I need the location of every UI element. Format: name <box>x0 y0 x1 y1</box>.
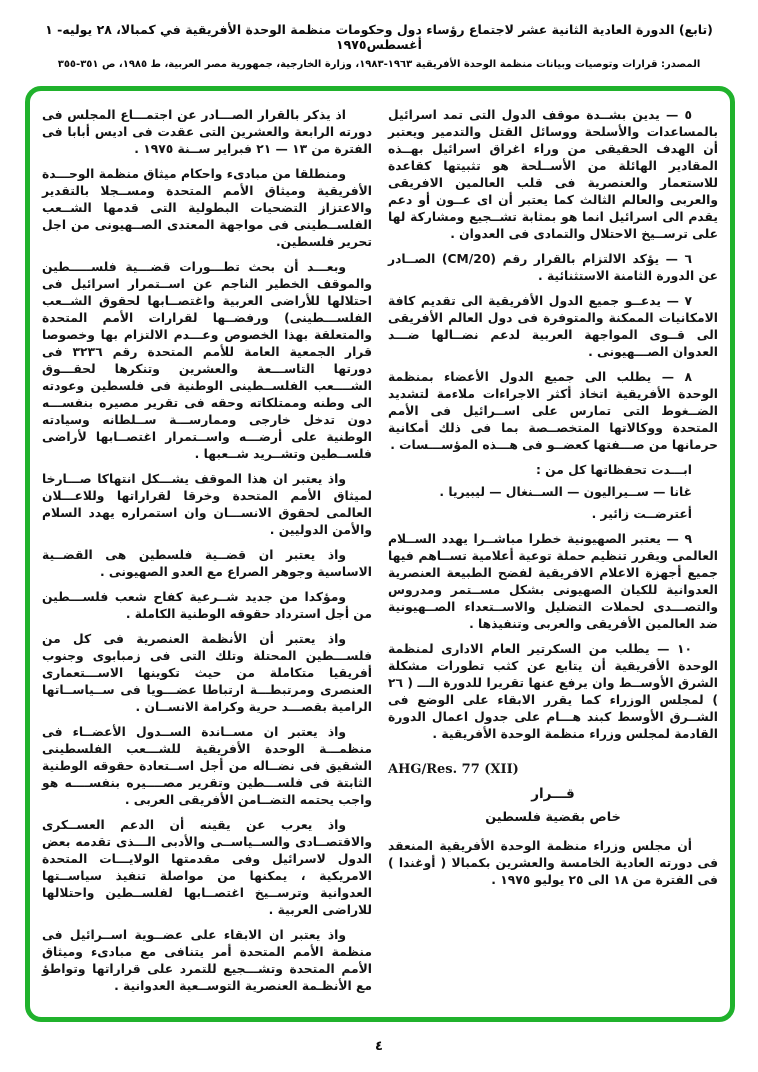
reservations-intro: ابـــدت تحفظاتها كل من : <box>535 463 692 477</box>
preamble-racist-regimes: واذ يعتبر أن الأنظمة العنصرية فى كل من فلســـطين المحتلة وتلك التى فى زمبابوى وجنوب أفريقيا متكاملة من حيث تكوينها الاســـتعمارى العنصرى ومرتبطـــة ارتباطا عضـــويا فى ســياســاتها الرامية بقصـــد حرية وكرامة الانســان . <box>42 632 372 714</box>
page-number: ٤ <box>375 1039 383 1054</box>
resolution-title: قـــرار <box>531 786 575 802</box>
preamble-core-issue: واذ يعتبر ان قضــية فلسطين هى القضــية الاساسية وجوهر الصراع مع العدو الصهيونى . <box>42 548 372 579</box>
green-border-box <box>25 86 735 1022</box>
resolution-subtitle: خاص بقضية فلسطين <box>485 810 621 825</box>
paragraph-item-9: ٩ — يعتبر الصهيونية خطرا مباشــرا يهدد الســلام العالمى ويقرر تنظيم حملة توعية أعلامية تســاهم فيها جميع أجهزة الاعلام الافريقية لفضح الطبيعة العنصرية العدوانية للكيان الصهيونى بشكل مســتمر ومدروس والتصـــدى لحملات التضليل والاســتعداء الصــهيونية ضد العالمين الأفريقى والعربى وتنفيذها . <box>388 532 718 631</box>
left-column <box>42 107 372 1009</box>
page-header <box>0 22 758 70</box>
resolution-opening: أن مجلس وزراء منظمة الوحدة الأفريقية المنعقد فى دورته العادية الخامسة والعشرين بكمبالا ( أوغندا ) فى الفترة من ١٨ الى ٢٥ يوليو ١٩٧٥ . <box>388 839 718 887</box>
paragraph-item-6: ٦ — يؤكد الالتزام بالقرار رقم (CM/20) الصــادر عن الدورة الثامنة الاستثنائية . <box>388 252 718 283</box>
preamble-recalling: اذ يذكر بالقرار الصـــادر عن اجتمـــاع المجلس فى دورته الرابعة والعشرين التى عقدت فى اديس أبابا فى الفترة من ١٣ — ٢١ فبراير ســنة ١٩٧٥ . <box>42 108 372 156</box>
paragraph-item-7: ٧ — يدعــو جميع الدول الأفريقية الى تقديم كافة الامكانيات الممكنة والمتوفرة فى دول العالم الأفريقى الى قــوى المواجهة العربية لدعم نضــالها ضـــد العدوان الصـــهيونى . <box>388 294 718 359</box>
paragraph-item-8: ٨ — يطلب الى جميع الدول الأعضاء بمنظمة الوحدة الأفريقية اتخاذ أكثر الاجراءات ملاءمة لتشديد الضــغوط التى تمارس على اســرائيل فى الأمم المتحدة ووكالاتها المتخصــصة بما فى ذلك أمكانية حرمانها من صـــفتها كعضــو فى هـــذه المؤســـسات . <box>388 370 718 452</box>
preamble-un-membership: واذ يعتبر ان الابقاء على عضــوية اســرائيل فى منظمة الأمم المتحدة أمر يتنافى مع مبادىء وميثاق الأمم المتحدة وتشـــجيع للتمرد على قراراتها وتواطؤ مع الأنظـمة العنصرية التوســعية العدوانية . <box>42 928 372 993</box>
preamble-violation: واذ يعتبر ان هذا الموقف يشـــكل انتهاكا صـــارخا لميثاق الأمم المتحدة وخرقا لقراراتها وللاعـــلان العالمى لحقوق الانســـان وان استمراره يهدد السلام والأمن الدوليين . <box>42 472 372 537</box>
paragraph-item-10: ١٠ — يطلب من السكرتير العام الادارى لمنظمة الوحدة الأفريقية أن يتابع عن كثب تطورات مشكلة الشرق الأوســط وان يرفع عنها تقريرا للدورة الـــ ( ٢٦ ) لمجلس الوزراء كما يقرر الابقاء على الوضع فى الشــرق الأوسط كبند هـــام على جدول اعمال الدورة القادمة لمجلس وزراء منظمة الوحدة الأفريقية . <box>388 642 718 741</box>
two-column-layout <box>42 107 718 1009</box>
preamble-legitimacy: ومؤكدا من جديد شــرعية كفاح شعب فلســـطين من أجل استرداد حقوقه الوطنية الكاملة . <box>42 590 372 621</box>
preamble-developments: وبعـــد أن بحث تطـــورات قضـــية فلســـــطين والموقف الخطير الناجم عن اســتمرار اسرائيل فى احتلالها للأراضى العربية واغتصــابها لحقوق الشــعب الفلســـطينى) ورفضــها لقرارات الأمم المتحدة والمتعلقة بهذا الخصوص وعـــدم الالتزام بها وخصوصا قرار الجمعية العامة للأمم المتحدة رقم ٣٢٣٦ فى دورتها التاســـعة والعشرين وتنكرها لحقـــوق الشــــعب الفلســطينى الوطنية فى فلسطين وعودته الى وطنه وممتلكاته وحقه فى تقرير مصيره بنفســـه دون تدخل خارجى وممارســـة ســلطانه وسيادته الوطنية على أرضـــه واســتمرار اغتصــابها لأراضى فلســطين وتشــريد شــعبها . <box>42 260 372 461</box>
preamble-principles: ومنطلقا من مبادىء واحكام ميثاق منظمة الوحـــدة الأفريقية وميثاق الأمم المتحدة ومســجلا بالتقدير والاعتزاز التضحيات البطولية التى قدمها الشــعب الفلســطينى فى مواجهة المعتدى الصــهيونى من اجل تحرير فلسطين. <box>42 167 372 249</box>
preamble-support-duty: واذ يعتبر ان مســاندة الســدول الأعضــاء فى منظمـــة الوحدة الأفريقية للشـــعب الفلسطينى الشقيق فى نضــاله من أجل اســتعادة حقوقه الوطنية الثابتة فى فلســـطين وتقرير مصــــيره بنفســــه هو واجب يحتمه التضــامن الأفريقى العربى . <box>42 725 372 807</box>
paragraph-item-5: ٥ — يدين بشــدة موقف الدول التى تمد اسرائيل بالمساعدات والأسلحة ووسائل القتل والتدمير ويعتبر أن الهدف الحقيقى من وراء اغراق اسرائيل بهــذه المقادير الهائلة من الأســلحة هو تثبيتها كقاعدة للاستعمار والعنصرية فى قلب العالمين الافريقى والعربى والعالم الثالث كما يعتبر أن اى عــون أو دعم يقدم الى اسرائيل انما هو بمثابة تشــجيع ومشاركة لها على ترســيخ الاحتلال والتمادى فى العدوان . <box>388 108 718 241</box>
header-source-line: المصدر: قرارات وتوصيات وبيانات منظمة الوحدة الأفريقية ١٩٦٣-١٩٨٣، وزارة الخارجية، جمهورية مصر العربية، ط ١٩٨٥، ص ٣٥١-٣٥٥ <box>57 59 701 70</box>
objection-line: أعترضــت زائير . <box>591 507 692 521</box>
header-session-title: (تابع) الدورة العادية الثانية عشر لاجتماع رؤساء دول وحكومات منظمة الوحدة الأفريقية في كمبالا، ٢٨ يوليه- ١ أغسطس١٩٧٥ <box>45 22 713 52</box>
right-column <box>388 107 718 1009</box>
preamble-foreign-support: واذ يعرب عن يقينه أن الدعم العســكرى والاقتصــادى والســياســى والأدبى الـــذى تقدمه بعض الدول لاسرائيل وفى مقدمتها الولايـــات المتحدة الامريكية ، يمكنها من مواصلة تنفيذ سياســتها العدوانية وترســيخ اغتصــابها لفلســطين واحتلالها للاراضى العربية . <box>42 818 372 917</box>
reservations-countries: غانا — ســيراليون — الســنغال — ليبيريا . <box>439 485 692 499</box>
resolution-code: AHG/Res. 77 (XII) <box>388 762 519 777</box>
